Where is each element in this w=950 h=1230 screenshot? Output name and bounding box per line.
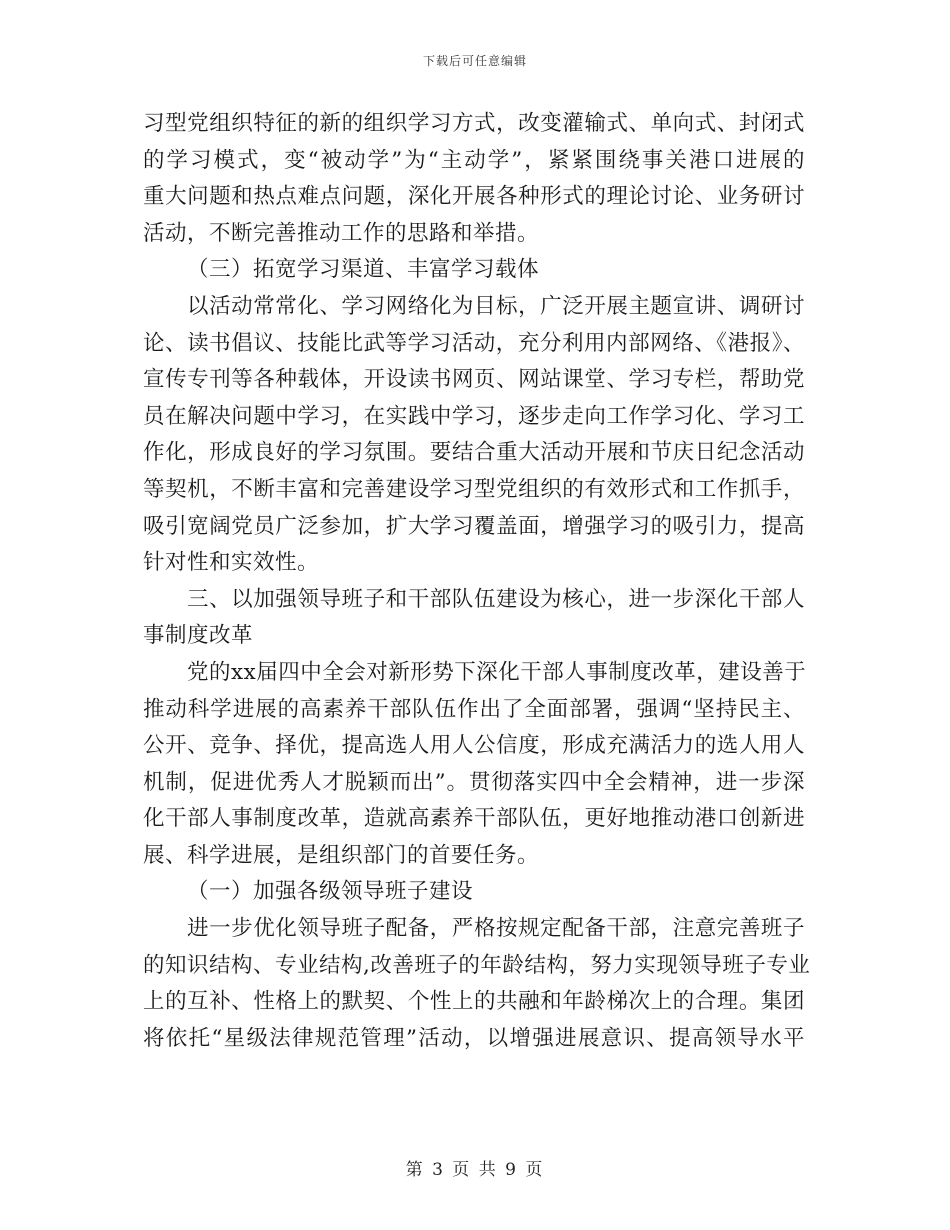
- text-line: 论、读书倡议、技能比武等学习活动，充分利用内部网络、《港报》、: [143, 330, 805, 356]
- text-line: 的知识结构、专业结构,改善班子的年龄结构，努力实现领导班子专业: [143, 952, 811, 978]
- text-line: 作化，形成良好的学习氛围。要结合重大活动开展和节庆日纪念活动: [143, 440, 805, 466]
- text-line: 上的互补、性格上的默契、个性上的共融和年龄梯次上的合理。集团: [143, 989, 805, 1015]
- text-line: 三、以加强领导班子和干部队伍建设为核心，进一步深化干部人: [187, 586, 805, 612]
- text-line: 进一步优化领导班子配备，严格按规定配备干部，注意完善班子: [187, 916, 805, 942]
- text-line: 习型党组织特征的新的组织学习方式，改变灌输式、单向式、封闭式: [143, 111, 805, 136]
- text-line: 等契机，不断丰富和完善建设学习型党组织的有效形式和工作抓手，: [143, 476, 805, 502]
- text-line: 员在解决问题中学习，在实践中学习，逐步走向工作学习化、学习工: [143, 403, 805, 429]
- text-line: 机制，促进优秀人才脱颖而出”。贯彻落实四中全会精神，进一步深: [143, 769, 805, 795]
- document-body: [143, 106, 811, 1057]
- page-footer: 第 3 页 共 9 页: [405, 1160, 545, 1180]
- text-line: 重大问题和热点难点问题，深化开展各种形式的理论讨论、业务研讨: [143, 184, 805, 210]
- text-line: 将依托“星级法律规范管理”活动，以增强进展意识、提高领导水平: [143, 1025, 805, 1051]
- text-line: 宣传专刊等各种载体，开设读书网页、网站课堂、学习专栏，帮助党: [143, 367, 805, 393]
- page-header: 下载后可任意编辑: [422, 54, 527, 68]
- text-line: （一）加强各级领导班子建设: [187, 879, 474, 905]
- text-line: （三）拓宽学习渠道、丰富学习载体: [187, 257, 540, 283]
- text-line: 党的xx届四中全会对新形势下深化干部人事制度改革，建设善于: [187, 659, 807, 685]
- text-line: 以活动常常化、学习网络化为目标，广泛开展主题宣讲、调研讨: [187, 293, 805, 319]
- text-line: 针对性和实效性。: [143, 550, 320, 576]
- text-line: 活动，不断完善推动工作的思路和举措。: [143, 220, 540, 246]
- text-line: 的学习模式，变“被动学”为“主动学”，紧紧围绕事关港口进展的: [143, 147, 805, 173]
- text-line: 展、科学进展，是组织部门的首要任务。: [143, 842, 540, 868]
- text-line: 事制度改革: [143, 623, 254, 649]
- text-line: 吸引宽阔党员广泛参加，扩大学习覆盖面，增强学习的吸引力，提高: [143, 513, 805, 539]
- text-line: 公开、竞争、择优，提高选人用人公信度，形成充满活力的选人用人: [143, 733, 805, 759]
- text-line: 化干部人事制度改革，造就高素养干部队伍，更好地推动港口创新进: [143, 806, 805, 832]
- text-line: 推动科学进展的高素养干部队伍作出了全面部署，强调“坚持民主、: [143, 696, 805, 722]
